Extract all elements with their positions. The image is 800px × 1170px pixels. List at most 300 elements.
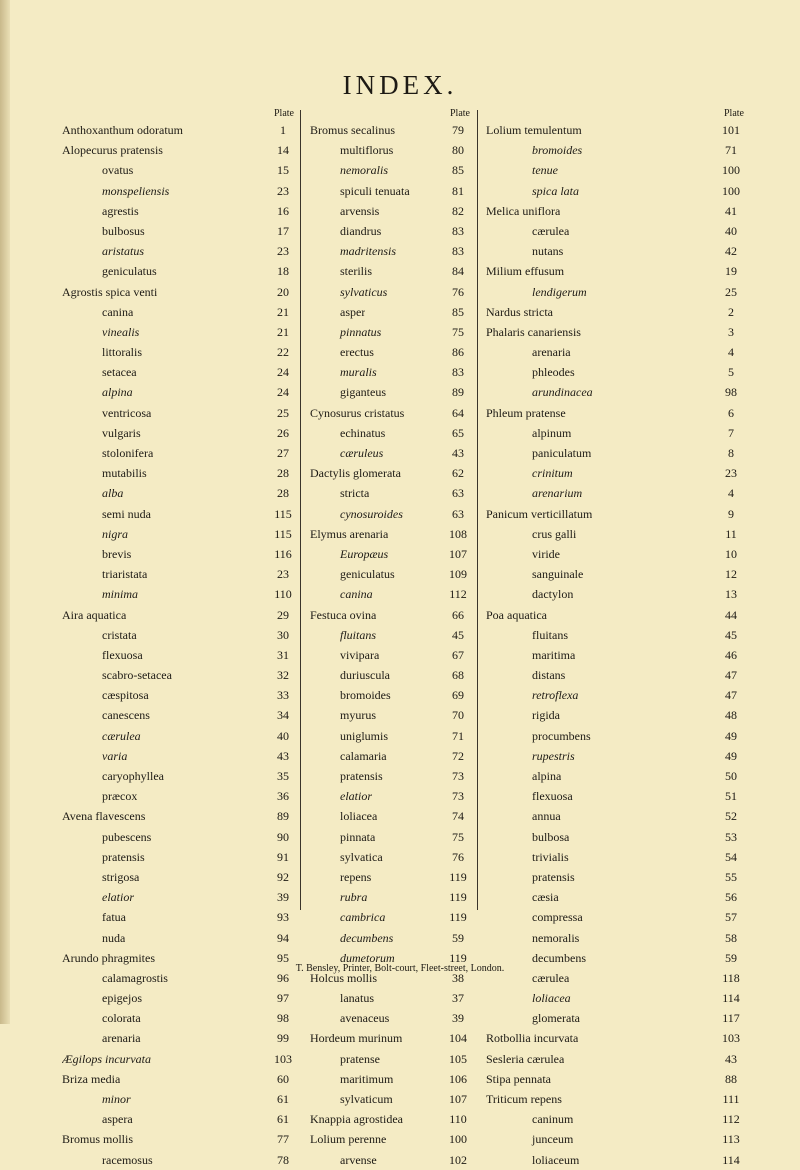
entry-plate-number: 78 [277,1152,289,1167]
entry-plate-number: 38 [452,970,464,985]
entry-plate-number: 119 [449,890,467,905]
entry-name: lanatus [340,991,374,1006]
index-entry [62,504,294,524]
entry-name: Lolium perenne [310,1132,387,1147]
entry-plate-number: 35 [277,769,289,783]
entry-name: junceum [532,1132,574,1147]
index-entry [486,282,744,302]
entry-name: alpina [532,769,562,783]
entry-plate-number: 37 [452,991,464,1006]
entry-name: Poa aquatica [486,607,547,622]
entry-name: Aira aquatica [62,607,127,622]
column-divider [477,110,478,910]
index-entry [62,342,294,362]
entry-name: loliacea [340,809,378,824]
entry-name: fatua [102,910,126,925]
entry-name: Europæus [340,546,389,561]
entry-plate-number: 26 [277,425,289,440]
entry-name: giganteus [340,385,386,400]
entry-name: Phleum pratense [486,405,566,420]
index-entry [486,907,744,927]
index-entry [310,867,470,887]
entry-name: procumbens [532,728,591,743]
entry-plate-number: 79 [452,123,464,137]
entry-name: duriuscula [340,668,390,683]
entry-plate-number: 23 [277,567,289,582]
entry-plate-number: 8 [728,446,734,460]
index-entry [486,120,744,140]
entry-name: Briza media [62,1071,121,1086]
index-entry [62,584,294,604]
index-entry [62,1069,294,1089]
entry-name: rigida [532,708,560,723]
entry-name: setacea [102,365,137,380]
index-column-1 [62,108,294,1170]
entry-plate-number: 19 [725,264,737,279]
entry-name: annua [532,809,561,824]
entry-name: Alopecurus pratensis [62,143,163,158]
entry-plate-number: 83 [452,244,464,259]
entry-plate-number: 2 [728,304,734,319]
entry-plate-number: 6 [728,405,734,420]
index-entry [62,928,294,948]
entry-plate-number: 25 [725,284,737,299]
index-entry [310,605,470,625]
index-entry [62,726,294,746]
entry-plate-number: 118 [722,970,740,985]
entry-plate-number: 24 [277,365,289,380]
index-entry [486,160,744,180]
printer-imprint: T. Bensley, Printer, Bolt-court, Fleet-street, London. [295,963,505,974]
entry-plate-number: 85 [452,304,464,319]
entry-name: bromoides [340,688,391,703]
entry-plate-number: 15 [277,163,289,178]
entry-name: calamagrostis [102,970,168,985]
entry-name: vivipara [340,647,380,662]
index-entry [62,282,294,302]
entry-plate-number: 114 [722,991,740,1006]
entry-name: alpina [102,385,133,400]
entry-plate-number: 119 [449,910,467,925]
index-entry [310,282,470,302]
entry-name: monspeliensis [102,183,170,198]
index-entry [62,160,294,180]
entry-plate-number: 76 [452,284,464,299]
entry-plate-number: 65 [452,425,464,440]
entry-plate-number: 40 [277,728,289,743]
index-entry [62,201,294,221]
entry-name: phleodes [532,365,575,380]
index-entry [310,988,470,1008]
entry-plate-number: 113 [722,1132,740,1147]
entry-plate-number: 30 [277,627,289,642]
entry-name: calamaria [340,748,387,763]
index-entry [310,766,470,786]
entry-plate-number: 71 [725,143,737,158]
entry-name: Stipa pennata [486,1071,551,1086]
entry-plate-number: 17 [277,223,289,238]
index-entry [62,423,294,443]
entry-plate-number: 41 [725,203,737,218]
index-entry [310,786,470,806]
entry-name: decumbens [532,950,586,965]
index-entry [62,847,294,867]
entry-plate-number: 22 [277,345,289,360]
entry-name: canina [340,587,373,602]
index-entry [486,584,744,604]
entry-plate-number: 34 [277,708,289,723]
entry-plate-number: 56 [725,890,737,905]
index-entry [62,241,294,261]
entry-plate-number: 97 [277,991,289,1006]
index-entry [486,403,744,423]
index-entry [310,241,470,261]
index-entry [62,988,294,1008]
entry-name: loliacea [532,991,571,1006]
entry-plate-number: 31 [277,647,289,662]
entry-name: sterilis [340,264,372,279]
entry-plate-number: 5 [728,365,734,380]
index-entry [310,1028,470,1048]
entry-name: scabro-setacea [102,668,172,683]
index-entry [310,564,470,584]
entry-name: Avena flavescens [62,809,146,824]
entry-name: Rotbollia incurvata [486,1031,579,1046]
index-entry [62,1008,294,1028]
entry-plate-number: 43 [452,446,464,460]
entry-plate-number: 69 [452,688,464,703]
entry-plate-number: 13 [725,587,737,602]
entry-name: præcox [102,789,138,804]
index-entry [486,847,744,867]
index-entry [62,645,294,665]
entry-name: cambrica [340,910,386,925]
entry-plate-number: 68 [452,668,464,683]
entry-plate-number: 39 [277,890,289,905]
index-entry [486,928,744,948]
entry-plate-number: 71 [452,728,464,743]
index-entry [486,746,744,766]
index-entry [62,665,294,685]
entry-name: repens [340,869,372,884]
entry-plate-number: 28 [277,466,289,481]
index-entry [310,645,470,665]
entry-plate-number: 92 [277,869,289,884]
entry-name: Panicum verticillatum [486,506,593,521]
index-entry [310,806,470,826]
entry-plate-number: 80 [452,143,464,158]
plate-column-header: Plate [274,108,294,119]
entry-name: caninum [532,1112,574,1127]
entry-name: uniglumis [340,728,389,743]
entry-plate-number: 23 [725,466,737,481]
entry-plate-number: 77 [277,1132,289,1147]
entry-plate-number: 14 [277,143,289,158]
entry-name: Festuca ovina [310,607,377,622]
entry-plate-number: 75 [452,829,464,844]
index-entry [62,887,294,907]
index-entry [486,564,744,584]
entry-name: Arundo phragmites [62,950,155,965]
entry-plate-number: 55 [725,869,737,884]
entry-name: vinealis [102,324,140,339]
entry-plate-number: 112 [449,587,467,602]
entry-name: Milium effusum [486,264,565,279]
index-entry [62,382,294,402]
index-entry [486,201,744,221]
entry-name: Cynosurus cristatus [310,405,405,420]
entry-name: erectus [340,345,374,360]
index-entry [486,665,744,685]
entry-plate-number: 100 [722,163,740,178]
index-entry [486,766,744,786]
entry-plate-number: 103 [274,1051,292,1066]
entry-name: Bromus secalinus [310,123,395,137]
entry-plate-number: 74 [452,809,464,824]
entry-plate-number: 40 [725,223,737,238]
entry-plate-number: 51 [725,789,737,804]
entry-name: mutabilis [102,466,147,481]
index-entry [310,1089,470,1109]
entry-name: triaristata [102,567,148,582]
index-entry [62,1150,294,1170]
entry-name: Melica uniflora [486,203,561,218]
index-entry [310,907,470,927]
entry-plate-number: 98 [725,385,737,400]
entry-plate-number: 106 [449,1071,467,1086]
index-entry [310,140,470,160]
entry-name: arenarium [532,486,583,501]
entry-plate-number: 43 [725,1051,737,1066]
entry-plate-number: 119 [449,950,467,965]
entry-name: caryophyllea [102,769,164,783]
index-entry [62,766,294,786]
index-entry [486,524,744,544]
entry-name: elatior [340,789,372,804]
entry-name: dumetorum [340,950,395,965]
entry-name: cærulea [532,223,570,238]
entry-plate-number: 63 [452,486,464,501]
entry-plate-number: 10 [725,546,737,561]
index-entry [62,1129,294,1149]
index-entry [486,1008,744,1028]
entry-plate-number: 60 [277,1071,289,1086]
entry-name: semi nuda [102,506,151,521]
entry-name: myurus [340,708,376,723]
index-entry [310,746,470,766]
index-entry [310,705,470,725]
entry-plate-number: 111 [722,1092,740,1106]
entry-plate-number: 49 [725,728,737,743]
entry-plate-number: 59 [725,950,737,965]
entry-name: cæruleus [340,446,384,460]
index-entry [486,181,744,201]
entry-plate-number: 116 [274,546,292,561]
index-entry [310,221,470,241]
index-entry [486,322,744,342]
entry-name: spiculi tenuata [340,183,410,198]
entry-plate-number: 76 [452,849,464,864]
entry-name: Lolium temulentum [486,123,582,137]
index-entry [310,261,470,281]
index-entry [62,120,294,140]
entry-plate-number: 53 [725,829,737,844]
entry-plate-number: 54 [725,849,737,864]
entry-plate-number: 112 [722,1112,740,1127]
index-entry [486,1150,744,1170]
index-entry [62,1089,294,1109]
index-entry [310,1129,470,1149]
entry-plate-number: 3 [728,324,734,339]
entry-name: agrestis [102,203,139,218]
entry-name: aristatus [102,244,145,259]
entry-plate-number: 64 [452,405,464,420]
entry-plate-number: 1 [280,123,286,137]
index-entry [62,403,294,423]
entry-plate-number: 21 [277,304,289,319]
index-entry [486,302,744,322]
entry-name: cærulea [102,728,141,743]
index-entry [486,423,744,443]
entry-plate-number: 57 [725,910,737,925]
entry-name: nemoralis [340,163,388,178]
entry-name: pratensis [102,849,145,864]
entry-name: trivialis [532,849,569,864]
entry-name: vulgaris [102,425,141,440]
index-column-3 [486,108,744,1170]
index-entry [62,625,294,645]
index-entry [486,605,744,625]
entry-plate-number: 49 [725,748,737,763]
entry-plate-number: 23 [277,244,289,259]
index-entry [486,1089,744,1109]
index-entry [310,665,470,685]
index-entry [486,645,744,665]
entry-plate-number: 96 [277,970,289,985]
entry-plate-number: 4 [728,345,734,360]
index-entry [310,181,470,201]
entry-plate-number: 28 [277,486,289,501]
entry-name: minor [102,1092,131,1106]
entry-name: littoralis [102,345,142,360]
entry-name: arenaria [102,1031,141,1046]
entry-name: lendigerum [532,284,587,299]
entry-plate-number: 39 [452,1011,464,1026]
index-entry [486,504,744,524]
index-entry [486,827,744,847]
entry-name: sylvatica [340,849,383,864]
entry-plate-number: 16 [277,203,289,218]
entry-name: nemoralis [532,930,580,945]
entry-plate-number: 36 [277,789,289,804]
entry-plate-number: 18 [277,264,289,279]
entry-plate-number: 104 [449,1031,467,1046]
entry-plate-number: 70 [452,708,464,723]
entry-plate-number: 109 [449,567,467,582]
plate-column-header: Plate [450,108,470,119]
entry-plate-number: 102 [449,1152,467,1167]
index-entry [486,1069,744,1089]
entry-name: pubescens [102,829,152,844]
index-entry [62,705,294,725]
entry-name: canescens [102,708,150,723]
entry-name: ventricosa [102,405,152,420]
index-entry [62,362,294,382]
index-entry [486,806,744,826]
entry-plate-number: 107 [449,546,467,561]
index-entry [310,1069,470,1089]
page-edge [0,0,10,1024]
entry-plate-number: 75 [452,324,464,339]
index-entry [310,201,470,221]
entry-plate-number: 94 [277,930,289,945]
index-entry [62,685,294,705]
entry-plate-number: 12 [725,567,737,582]
index-entry [486,463,744,483]
entry-plate-number: 27 [277,446,289,460]
index-entry [62,1028,294,1048]
index-entry [310,302,470,322]
entry-plate-number: 117 [722,1011,740,1026]
entry-name: colorata [102,1011,141,1026]
entry-plate-number: 110 [274,587,292,602]
entry-name: cristata [102,627,137,642]
index-entry [310,1049,470,1069]
index-entry [486,221,744,241]
entry-name: compressa [532,910,583,925]
entry-plate-number: 47 [725,688,737,703]
entry-name: nutans [532,244,564,259]
entry-name: tenue [532,163,558,178]
entry-name: rubra [340,890,368,905]
index-entry [486,685,744,705]
entry-plate-number: 66 [452,607,464,622]
entry-name: maritimum [340,1071,394,1086]
entry-plate-number: 62 [452,466,464,481]
index-entry [486,1028,744,1048]
entry-name: avenaceus [340,1011,390,1026]
entry-plate-number: 85 [452,163,464,178]
entry-plate-number: 59 [452,930,464,945]
index-entry [310,887,470,907]
entry-plate-number: 52 [725,809,737,824]
entry-name: arundinacea [532,385,593,400]
entry-name: ovatus [102,163,134,178]
entry-name: arvense [340,1152,377,1167]
entry-plate-number: 82 [452,203,464,218]
entry-name: Ægilops incurvata [62,1051,151,1066]
entry-name: Agrostis spica venti [62,284,158,299]
entry-plate-number: 33 [277,688,289,703]
entry-plate-number: 4 [728,486,734,501]
index-entry [486,342,744,362]
entry-name: sylvaticus [340,284,388,299]
entry-plate-number: 110 [449,1112,467,1127]
entry-plate-number: 45 [725,627,737,642]
entry-plate-number: 47 [725,668,737,683]
entry-name: aspera [102,1112,133,1127]
index-entry [310,685,470,705]
index-entry [62,302,294,322]
index-entry [486,443,744,463]
entry-name: loliaceum [532,1152,580,1167]
entry-plate-number: 21 [277,324,289,339]
index-entry [486,1129,744,1149]
index-entry [62,544,294,564]
entry-name: pratensis [532,869,575,884]
index-entry [310,847,470,867]
index-entry [310,544,470,564]
